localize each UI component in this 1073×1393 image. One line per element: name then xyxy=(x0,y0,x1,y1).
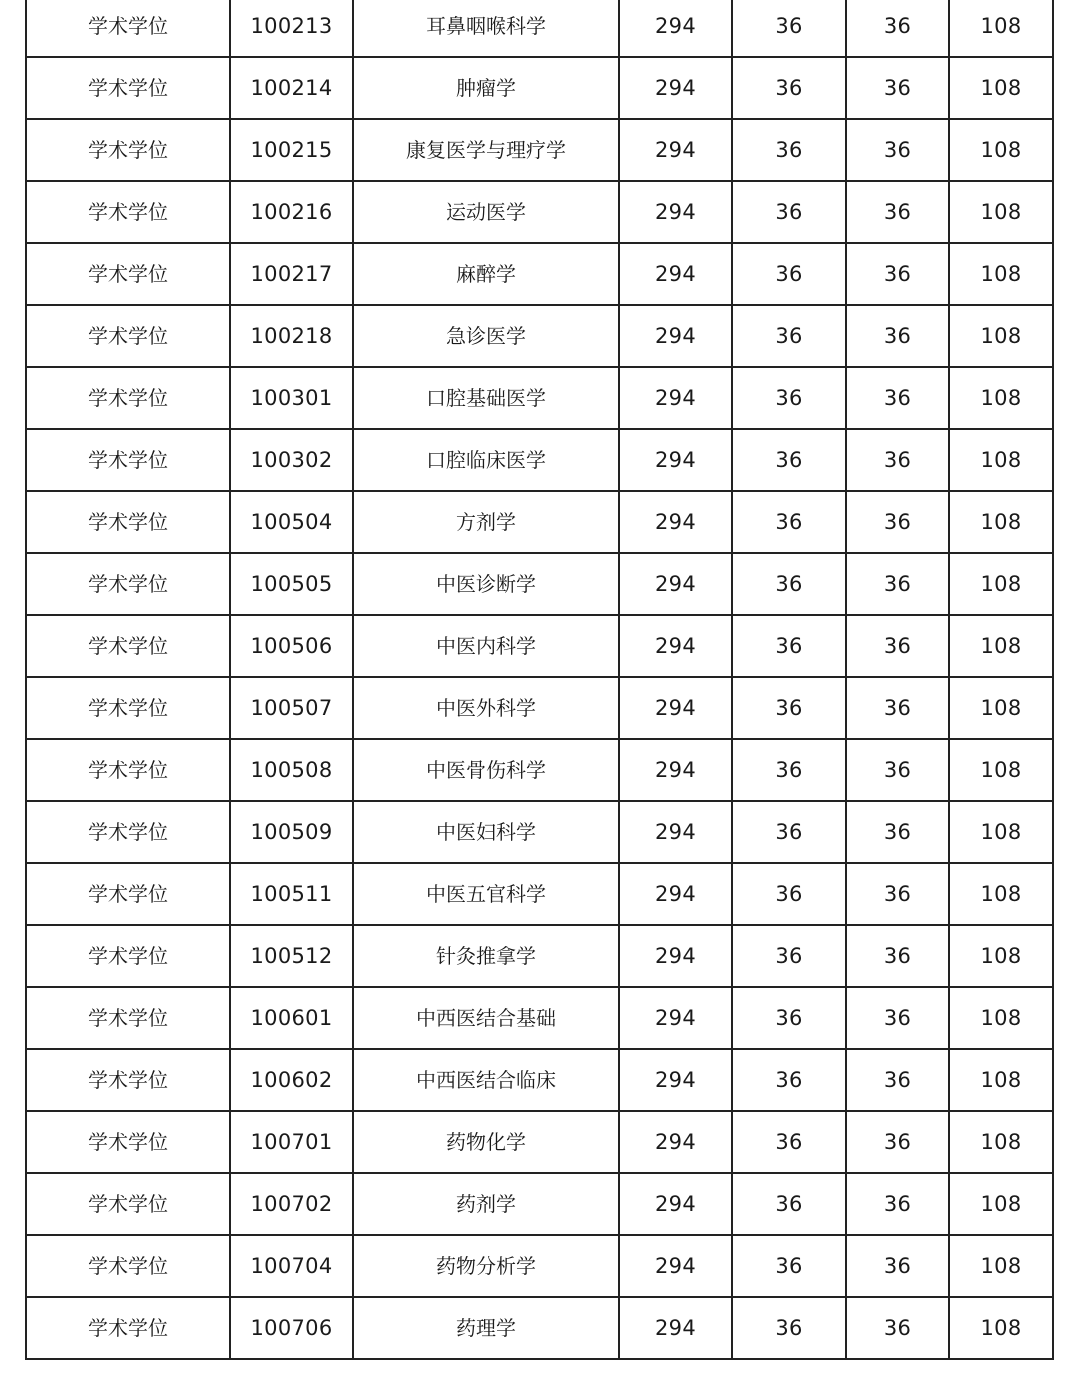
subject-100-score-cell: 36 xyxy=(732,1111,846,1173)
subject-100-score-cell: 36 xyxy=(732,181,846,243)
total-score-cell: 294 xyxy=(619,367,732,429)
score-table-body xyxy=(26,0,1053,1359)
subject-150-score-cell: 108 xyxy=(949,925,1053,987)
major-code-cell: 100704 xyxy=(230,1235,353,1297)
table-row xyxy=(26,1173,1053,1235)
table-row xyxy=(26,553,1053,615)
table-row xyxy=(26,987,1053,1049)
subject-100b-score-cell: 36 xyxy=(846,57,949,119)
degree-type-cell: 学术学位 xyxy=(26,739,230,801)
degree-type-cell: 学术学位 xyxy=(26,119,230,181)
subject-100b-score-cell: 36 xyxy=(846,615,949,677)
subject-150-score-cell: 108 xyxy=(949,677,1053,739)
table-row xyxy=(26,1049,1053,1111)
major-name-cell: 中西医结合临床 xyxy=(353,1049,619,1111)
major-name-cell: 运动医学 xyxy=(353,181,619,243)
major-code-cell: 100512 xyxy=(230,925,353,987)
subject-150-score-cell: 108 xyxy=(949,1173,1053,1235)
subject-100-score-cell: 36 xyxy=(732,925,846,987)
major-code-cell: 100511 xyxy=(230,863,353,925)
total-score-cell: 294 xyxy=(619,863,732,925)
subject-150-score-cell: 108 xyxy=(949,429,1053,491)
subject-150-score-cell: 108 xyxy=(949,243,1053,305)
degree-type-cell: 学术学位 xyxy=(26,181,230,243)
subject-100b-score-cell: 36 xyxy=(846,801,949,863)
subject-150-score-cell: 108 xyxy=(949,1297,1053,1359)
subject-150-score-cell: 108 xyxy=(949,801,1053,863)
subject-100b-score-cell: 36 xyxy=(846,677,949,739)
degree-type-cell: 学术学位 xyxy=(26,1173,230,1235)
table-row xyxy=(26,119,1053,181)
subject-100b-score-cell: 36 xyxy=(846,429,949,491)
subject-150-score-cell: 108 xyxy=(949,1111,1053,1173)
major-code-cell: 100506 xyxy=(230,615,353,677)
total-score-cell: 294 xyxy=(619,615,732,677)
subject-150-score-cell: 108 xyxy=(949,0,1053,57)
major-code-cell: 100507 xyxy=(230,677,353,739)
table-row xyxy=(26,1235,1053,1297)
major-name-cell: 中医内科学 xyxy=(353,615,619,677)
subject-100-score-cell: 36 xyxy=(732,987,846,1049)
total-score-cell: 294 xyxy=(619,305,732,367)
subject-100b-score-cell: 36 xyxy=(846,0,949,57)
subject-150-score-cell: 108 xyxy=(949,367,1053,429)
degree-type-cell: 学术学位 xyxy=(26,863,230,925)
subject-100b-score-cell: 36 xyxy=(846,739,949,801)
major-name-cell: 麻醉学 xyxy=(353,243,619,305)
table-row xyxy=(26,181,1053,243)
subject-100-score-cell: 36 xyxy=(732,367,846,429)
major-code-cell: 100217 xyxy=(230,243,353,305)
total-score-cell: 294 xyxy=(619,987,732,1049)
subject-150-score-cell: 108 xyxy=(949,1235,1053,1297)
major-name-cell: 药物化学 xyxy=(353,1111,619,1173)
major-code-cell: 100706 xyxy=(230,1297,353,1359)
major-name-cell: 中医妇科学 xyxy=(353,801,619,863)
subject-150-score-cell: 108 xyxy=(949,739,1053,801)
total-score-cell: 294 xyxy=(619,491,732,553)
subject-100b-score-cell: 36 xyxy=(846,863,949,925)
major-name-cell: 急诊医学 xyxy=(353,305,619,367)
major-code-cell: 100213 xyxy=(230,0,353,57)
total-score-cell: 294 xyxy=(619,553,732,615)
degree-type-cell: 学术学位 xyxy=(26,1235,230,1297)
major-code-cell: 100602 xyxy=(230,1049,353,1111)
table-row xyxy=(26,305,1053,367)
degree-type-cell: 学术学位 xyxy=(26,925,230,987)
subject-150-score-cell: 108 xyxy=(949,57,1053,119)
major-code-cell: 100301 xyxy=(230,367,353,429)
table-row xyxy=(26,801,1053,863)
degree-type-cell: 学术学位 xyxy=(26,1297,230,1359)
degree-type-cell: 学术学位 xyxy=(26,57,230,119)
table-row xyxy=(26,1111,1053,1173)
major-code-cell: 100302 xyxy=(230,429,353,491)
subject-100b-score-cell: 36 xyxy=(846,1173,949,1235)
subject-100-score-cell: 36 xyxy=(732,1235,846,1297)
major-name-cell: 中医骨伤科学 xyxy=(353,739,619,801)
degree-type-cell: 学术学位 xyxy=(26,801,230,863)
subject-150-score-cell: 108 xyxy=(949,863,1053,925)
degree-type-cell: 学术学位 xyxy=(26,677,230,739)
major-code-cell: 100601 xyxy=(230,987,353,1049)
subject-150-score-cell: 108 xyxy=(949,305,1053,367)
degree-type-cell: 学术学位 xyxy=(26,491,230,553)
major-name-cell: 方剂学 xyxy=(353,491,619,553)
total-score-cell: 294 xyxy=(619,181,732,243)
subject-150-score-cell: 108 xyxy=(949,1049,1053,1111)
subject-100-score-cell: 36 xyxy=(732,429,846,491)
subject-100b-score-cell: 36 xyxy=(846,1111,949,1173)
subject-100-score-cell: 36 xyxy=(732,1297,846,1359)
total-score-cell: 294 xyxy=(619,57,732,119)
major-name-cell: 康复医学与理疗学 xyxy=(353,119,619,181)
subject-100b-score-cell: 36 xyxy=(846,1297,949,1359)
subject-100-score-cell: 36 xyxy=(732,1173,846,1235)
major-code-cell: 100701 xyxy=(230,1111,353,1173)
degree-type-cell: 学术学位 xyxy=(26,987,230,1049)
subject-100b-score-cell: 36 xyxy=(846,119,949,181)
subject-100-score-cell: 36 xyxy=(732,491,846,553)
total-score-cell: 294 xyxy=(619,1235,732,1297)
table-row xyxy=(26,925,1053,987)
major-code-cell: 100216 xyxy=(230,181,353,243)
major-name-cell: 中医外科学 xyxy=(353,677,619,739)
subject-100b-score-cell: 36 xyxy=(846,1235,949,1297)
major-code-cell: 100504 xyxy=(230,491,353,553)
subject-100-score-cell: 36 xyxy=(732,553,846,615)
table-row xyxy=(26,491,1053,553)
major-name-cell: 中医诊断学 xyxy=(353,553,619,615)
major-code-cell: 100702 xyxy=(230,1173,353,1235)
total-score-cell: 294 xyxy=(619,1297,732,1359)
table-row xyxy=(26,0,1053,57)
subject-100b-score-cell: 36 xyxy=(846,181,949,243)
major-name-cell: 药理学 xyxy=(353,1297,619,1359)
table-row xyxy=(26,615,1053,677)
table-row xyxy=(26,739,1053,801)
subject-100-score-cell: 36 xyxy=(732,615,846,677)
subject-100-score-cell: 36 xyxy=(732,243,846,305)
degree-type-cell: 学术学位 xyxy=(26,305,230,367)
table-row xyxy=(26,677,1053,739)
degree-type-cell: 学术学位 xyxy=(26,243,230,305)
total-score-cell: 294 xyxy=(619,925,732,987)
subject-150-score-cell: 108 xyxy=(949,119,1053,181)
major-code-cell: 100505 xyxy=(230,553,353,615)
subject-100-score-cell: 36 xyxy=(732,119,846,181)
major-name-cell: 中医五官科学 xyxy=(353,863,619,925)
subject-100-score-cell: 36 xyxy=(732,0,846,57)
major-name-cell: 药剂学 xyxy=(353,1173,619,1235)
subject-100b-score-cell: 36 xyxy=(846,1049,949,1111)
subject-150-score-cell: 108 xyxy=(949,553,1053,615)
subject-100-score-cell: 36 xyxy=(732,57,846,119)
subject-100-score-cell: 36 xyxy=(732,305,846,367)
subject-150-score-cell: 108 xyxy=(949,491,1053,553)
major-name-cell: 针灸推拿学 xyxy=(353,925,619,987)
table-row xyxy=(26,367,1053,429)
score-table xyxy=(25,0,1054,1360)
subject-100-score-cell: 36 xyxy=(732,801,846,863)
table-row xyxy=(26,57,1053,119)
major-code-cell: 100215 xyxy=(230,119,353,181)
degree-type-cell: 学术学位 xyxy=(26,1111,230,1173)
degree-type-cell: 学术学位 xyxy=(26,429,230,491)
table-row xyxy=(26,1297,1053,1359)
total-score-cell: 294 xyxy=(619,243,732,305)
total-score-cell: 294 xyxy=(619,0,732,57)
degree-type-cell: 学术学位 xyxy=(26,0,230,57)
degree-type-cell: 学术学位 xyxy=(26,553,230,615)
table-row xyxy=(26,863,1053,925)
total-score-cell: 294 xyxy=(619,801,732,863)
major-name-cell: 口腔临床医学 xyxy=(353,429,619,491)
total-score-cell: 294 xyxy=(619,1173,732,1235)
degree-type-cell: 学术学位 xyxy=(26,615,230,677)
subject-150-score-cell: 108 xyxy=(949,987,1053,1049)
subject-100-score-cell: 36 xyxy=(732,863,846,925)
total-score-cell: 294 xyxy=(619,739,732,801)
major-name-cell: 中西医结合基础 xyxy=(353,987,619,1049)
subject-100-score-cell: 36 xyxy=(732,1049,846,1111)
table-row xyxy=(26,243,1053,305)
subject-100b-score-cell: 36 xyxy=(846,243,949,305)
major-name-cell: 肿瘤学 xyxy=(353,57,619,119)
subject-100b-score-cell: 36 xyxy=(846,367,949,429)
major-name-cell: 口腔基础医学 xyxy=(353,367,619,429)
major-code-cell: 100214 xyxy=(230,57,353,119)
major-name-cell: 药物分析学 xyxy=(353,1235,619,1297)
subject-100b-score-cell: 36 xyxy=(846,305,949,367)
total-score-cell: 294 xyxy=(619,119,732,181)
subject-100b-score-cell: 36 xyxy=(846,553,949,615)
table-row xyxy=(26,429,1053,491)
subject-100-score-cell: 36 xyxy=(732,739,846,801)
major-code-cell: 100509 xyxy=(230,801,353,863)
subject-150-score-cell: 108 xyxy=(949,181,1053,243)
subject-100b-score-cell: 36 xyxy=(846,987,949,1049)
major-code-cell: 100508 xyxy=(230,739,353,801)
degree-type-cell: 学术学位 xyxy=(26,1049,230,1111)
total-score-cell: 294 xyxy=(619,1049,732,1111)
major-code-cell: 100218 xyxy=(230,305,353,367)
total-score-cell: 294 xyxy=(619,677,732,739)
total-score-cell: 294 xyxy=(619,429,732,491)
total-score-cell: 294 xyxy=(619,1111,732,1173)
subject-100b-score-cell: 36 xyxy=(846,491,949,553)
major-name-cell: 耳鼻咽喉科学 xyxy=(353,0,619,57)
degree-type-cell: 学术学位 xyxy=(26,367,230,429)
subject-100-score-cell: 36 xyxy=(732,677,846,739)
subject-100b-score-cell: 36 xyxy=(846,925,949,987)
subject-150-score-cell: 108 xyxy=(949,615,1053,677)
